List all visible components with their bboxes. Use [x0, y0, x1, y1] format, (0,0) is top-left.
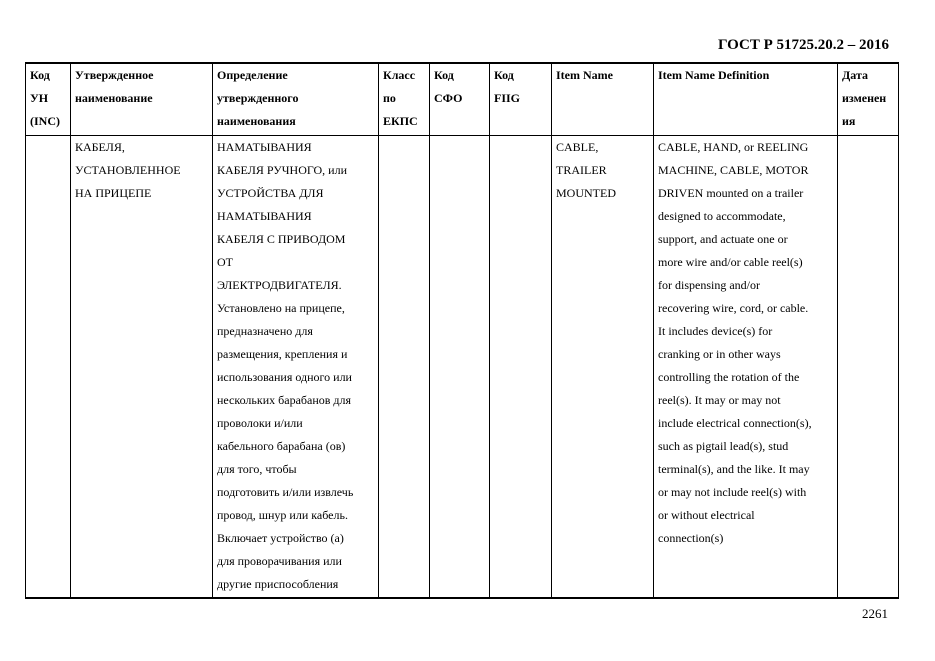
col-header-fiig-code [490, 63, 552, 135]
cell-line: УСТАНОВЛЕННОЕ [75, 162, 181, 177]
cell-line: support, and actuate one or [658, 231, 788, 246]
cell-sfo-code [430, 135, 490, 598]
col-header-ekps-class [379, 63, 430, 135]
cell-line: MACHINE, CABLE, MOTOR [658, 162, 809, 177]
cell-approved-definition [213, 135, 379, 598]
catalog-table [25, 62, 899, 599]
col-header-inc [26, 63, 71, 135]
page-number: 2261 [862, 606, 888, 621]
header-line: Код [434, 68, 454, 82]
header-row [26, 63, 899, 135]
cell-line: TRAILER [556, 162, 607, 177]
cell-line: ЭЛЕКТРОДВИГАТЕЛЯ. [217, 277, 342, 292]
cell-line: нескольких барабанов для [217, 392, 352, 407]
cell-line: connection(s) [658, 530, 724, 545]
cell-line: CABLE, HAND, or REELING [658, 139, 809, 154]
header-line: Дата [842, 68, 868, 82]
table-row [26, 135, 899, 598]
cell-line: terminal(s), and the like. It may [658, 461, 810, 476]
cell-line: cranking or in other ways [658, 346, 781, 361]
cell-item-name-definition [654, 135, 838, 598]
cell-line: кабельного барабана (ов) [217, 438, 346, 453]
header-line: Item Name [556, 68, 613, 82]
cell-line: КАБЕЛЯ РУЧНОГО, или [217, 162, 348, 177]
cell-line: для того, чтобы [217, 461, 297, 476]
header-line: Утвержденное [75, 68, 154, 82]
document-code: ГОСТ Р 51725.20.2 – 2016 [717, 37, 889, 53]
cell-ekps-class [379, 135, 430, 598]
cell-line: designed to accommodate, [658, 208, 786, 223]
cell-line: or may not include reel(s) with [658, 484, 807, 499]
col-header-approved-name [71, 63, 213, 135]
header-line: FIIG [494, 91, 521, 105]
cell-fiig-code [490, 135, 552, 598]
header-line: ЕКПС [383, 114, 418, 128]
header-line: изменен [842, 91, 887, 105]
cell-line: for dispensing and/or [658, 277, 760, 292]
col-header-approved-definition [213, 63, 379, 135]
header-line: Item Name Definition [658, 68, 770, 82]
cell-approved-name [71, 135, 213, 598]
cell-line: провод, шнур или кабель. [217, 507, 348, 522]
cell-line: recovering wire, cord, or cable. [658, 300, 809, 315]
cell-line: reel(s). It may or may not [658, 392, 781, 407]
col-header-sfo-code [430, 63, 490, 135]
header-line: Код [494, 68, 514, 82]
cell-inc [26, 135, 71, 598]
cell-line: КАБЕЛЯ С ПРИВОДОМ [217, 231, 346, 246]
cell-line: MOUNTED [556, 185, 616, 200]
cell-line: DRIVEN mounted on a trailer [658, 185, 804, 200]
cell-line: or without electrical [658, 507, 755, 522]
header-line: наименования [217, 114, 296, 128]
cell-line: для проворачивания или [217, 553, 342, 568]
cell-line: include electrical connection(s), [658, 415, 812, 430]
header-line: (INC) [30, 114, 60, 128]
cell-line: УСТРОЙСТВА ДЛЯ [217, 185, 324, 200]
cell-line: Установлено на прицепе, [217, 300, 345, 315]
header-line: УН [30, 91, 49, 105]
cell-line: CABLE, [556, 139, 599, 154]
header-line: наименование [75, 91, 153, 105]
header-line: СФО [434, 91, 463, 105]
cell-line: НАМАТЫВАНИЯ [217, 139, 312, 154]
header-line: утвержденного [217, 91, 299, 105]
col-header-item-name [552, 63, 654, 135]
cell-line: предназначено для [217, 323, 313, 338]
header-line: Определение [217, 68, 288, 82]
cell-line: КАБЕЛЯ, [75, 139, 125, 154]
header-line: по [383, 91, 396, 105]
cell-item-name [552, 135, 654, 598]
col-header-item-name-definition [654, 63, 838, 135]
cell-line: НАМАТЫВАНИЯ [217, 208, 312, 223]
cell-change-date [838, 135, 899, 598]
header-line: Класс [383, 68, 416, 82]
cell-line: Включает устройство (а) [217, 530, 344, 545]
cell-line: controlling the rotation of the [658, 369, 800, 384]
header-line: ия [842, 114, 856, 128]
cell-line: such as pigtail lead(s), stud [658, 438, 789, 453]
cell-line: ОТ [217, 254, 233, 269]
cell-line: размещения, крепления и [217, 346, 348, 361]
header-line: Код [30, 68, 50, 82]
cell-line: использования одного или [217, 369, 352, 384]
cell-line: more wire and/or cable reel(s) [658, 254, 803, 269]
cell-line: НА ПРИЦЕПЕ [75, 185, 152, 200]
col-header-change-date [838, 63, 899, 135]
cell-line: другие приспособления [217, 576, 339, 591]
cell-line: подготовить и/или извлечь [217, 484, 354, 499]
cell-line: It includes device(s) for [658, 323, 773, 338]
cell-line: проволоки и/или [217, 415, 303, 430]
